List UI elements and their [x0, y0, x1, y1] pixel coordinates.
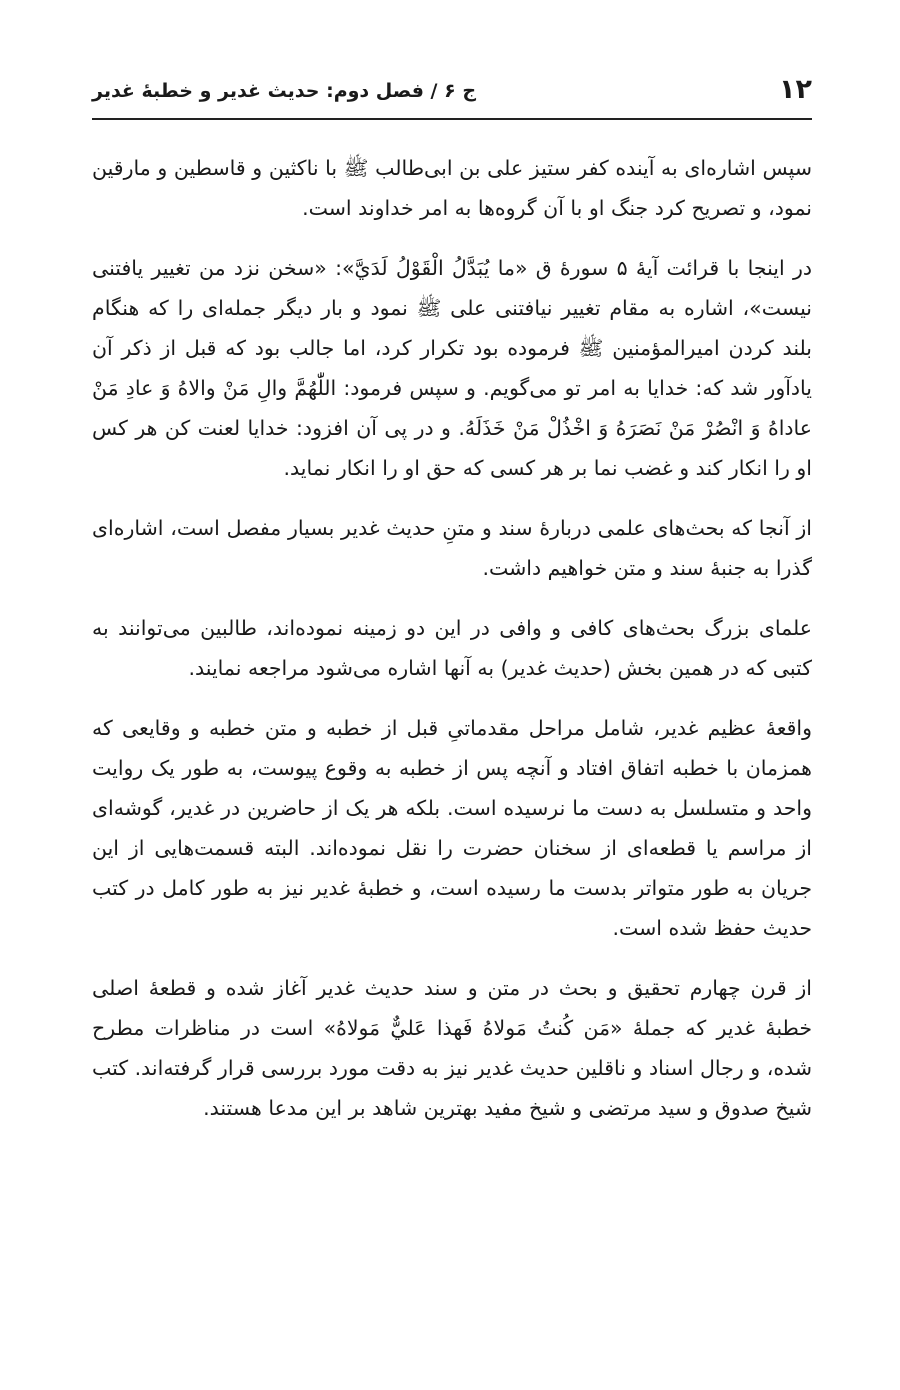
- paragraph-2: در اینجا با قرائت آیهٔ ۵ سورهٔ ق «ما يُبَدَّلُ الْقَوْلُ لَدَيَّ»: «سخن نزد من تغییر یافتنی نیست»، اشاره به مقام تغییر نیافتنی علی ﷺ نمود و بار دیگر جمله‌ای را که هنگام بلند کردن امیرالمؤمنین ﷺ فرموده بود تکرار کرد، اما جالب بود که قبل از ذکر آن یادآور شد که: خدایا به امر تو می‌گویم. و سپس فرمود: اللّٰهُمَّ والِ مَنْ والاهُ وَ عادِ مَنْ عاداهُ وَ انْصُرْ مَنْ نَصَرَهُ وَ اخْذُلْ مَنْ خَذَلَهُ. و در پی آن افزود: خدایا لعنت کن هر کس او را انکار کند و غضب نما بر هر کسی که حق او را انکار نماید.: [92, 256, 812, 480]
- paragraph-3: از آنجا که بحث‌های علمی دربارهٔ سند و متنِ حدیث غدیر بسیار مفصل است، اشاره‌ای گذرا به جنبهٔ سند و متن خواهیم داشت.: [92, 516, 812, 580]
- page-header: [92, 66, 812, 118]
- running-title: ج ۶ / فصل دوم: حدیث غدیر و خطبهٔ غدیر: [92, 80, 477, 102]
- header-divider: [92, 118, 812, 120]
- page-number: ۱۲: [779, 74, 812, 105]
- paragraph-5: واقعهٔ عظیم غدیر، شامل مراحل مقدماتیِ قبل از خطبه و متن خطبه و وقایعی که همزمان با خطبه اتفاق افتاد و آنچه پس از خطبه به وقوع پیوست، به طور یک روایت واحد و متسلسل به دست ما نرسیده است. بلکه هر یک از حاضرین در غدیر، گوشه‌ای از مراسم یا قطعه‌ای از سخنان حضرت را نقل نموده‌اند. البته قسمت‌هایی از این جریان به طور متواتر بدست ما رسیده است، و خطبهٔ غدیر نیز به طور کامل در کتب حدیث حفظ شده است.: [92, 716, 812, 940]
- paragraph-1: سپس اشاره‌ای به آینده کفر ستیز علی بن ابی‌طالب ﷺ با ناکثین و قاسطین و مارقین نمود، و تصریح کرد جنگ او با آن گروه‌ها به امر خداوند است.: [92, 156, 812, 220]
- paragraph-6: از قرن چهارم تحقیق و بحث در متن و سند حدیث غدیر آغاز شده و قطعهٔ اصلی خطبهٔ غدیر که جملهٔ «مَن كُنتُ مَولاهُ فَهذا عَليٌّ مَولاهُ» است در مناظرات مطرح شده، و رجال اسناد و ناقلین حدیث غدیر نیز به دقت مورد بررسی قرار گرفته‌اند. کتب شیخ صدوق و سید مرتضی و شیخ مفید بهترین شاهد بر این مدعا هستند.: [92, 976, 812, 1120]
- page-body: [92, 148, 812, 1148]
- paragraph-4: علمای بزرگ بحث‌های کافی و وافی در این دو زمینه نموده‌اند، طالبین می‌توانند به کتبی که در همین بخش (حدیث غدیر) به آنها اشاره می‌شود مراجعه نمایند.: [92, 616, 812, 680]
- book-page: [92, 66, 812, 1326]
